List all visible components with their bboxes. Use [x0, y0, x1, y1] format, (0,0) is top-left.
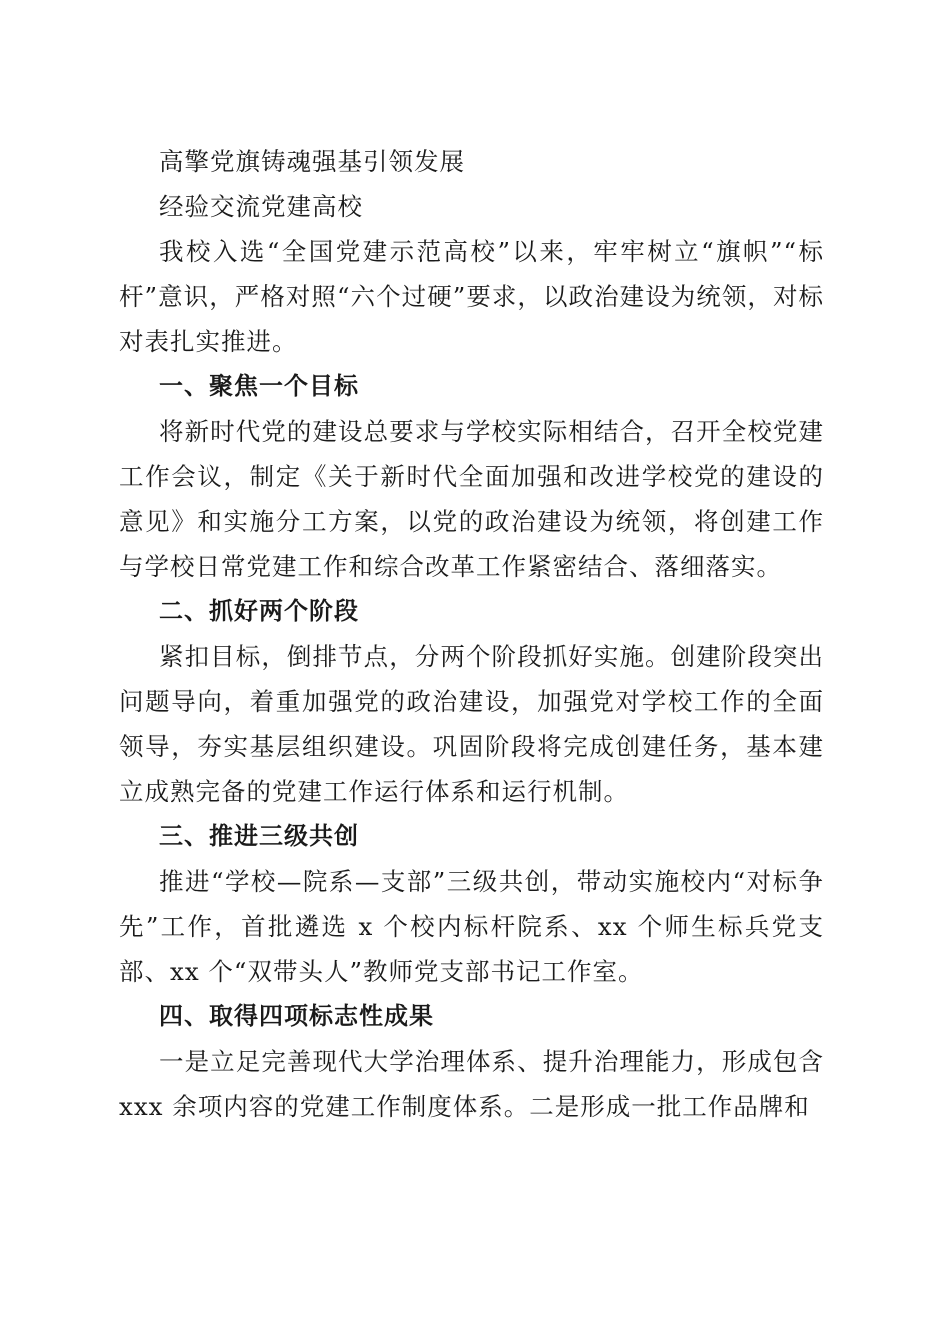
- section-paragraph: 将新时代党的建设总要求与学校实际相结合，召开全校党建工作会议，制定《关于新时代全面加强和改进学校党的建设的意见》和实施分工方案，以党的政治建设为统领，将创建工作与学校日常党建工作和综合改革工作紧密结合、落细落实。: [119, 417, 824, 581]
- section-heading: 三、推进三级共创: [159, 822, 359, 850]
- section-paragraph: 一是立足完善现代大学治理体系、提升治理能力，形成包含 xxx 余项内容的党建工作制度体系。二是形成一批工作品牌和: [119, 1047, 824, 1121]
- section-paragraph: 推进“学校—院系—支部”三级共创，带动实施校内“对标争先”工作，首批遴选 x 个校内标杆院系、xx 个师生标兵党支部、xx 个“双带头人”教师党支部书记工作室。: [119, 867, 824, 986]
- section-heading: 二、抓好两个阶段: [159, 597, 359, 625]
- document-body: [119, 139, 824, 1129]
- section-paragraph: 紧扣目标，倒排节点，分两个阶段抓好实施。创建阶段突出问题导向，着重加强党的政治建设，加强党对学校工作的全面领导，夯实基层组织建设。巩固阶段将完成创建任务，基本建立成熟完备的党建工作运行体系和运行机制。: [119, 642, 824, 806]
- intro-paragraph: 我校入选“全国党建示范高校”以来，牢牢树立“旗帜”“标杆”意识，严格对照“六个过硬”要求，以政治建设为统领，对标对表扎实推进。: [119, 237, 824, 356]
- section-heading: 一、聚焦一个目标: [159, 372, 359, 400]
- section-heading: 四、取得四项标志性成果: [159, 1002, 434, 1030]
- document-subtitle: 经验交流党建高校: [159, 192, 363, 221]
- document-title: 高擎党旗铸魂强基引领发展: [159, 147, 465, 176]
